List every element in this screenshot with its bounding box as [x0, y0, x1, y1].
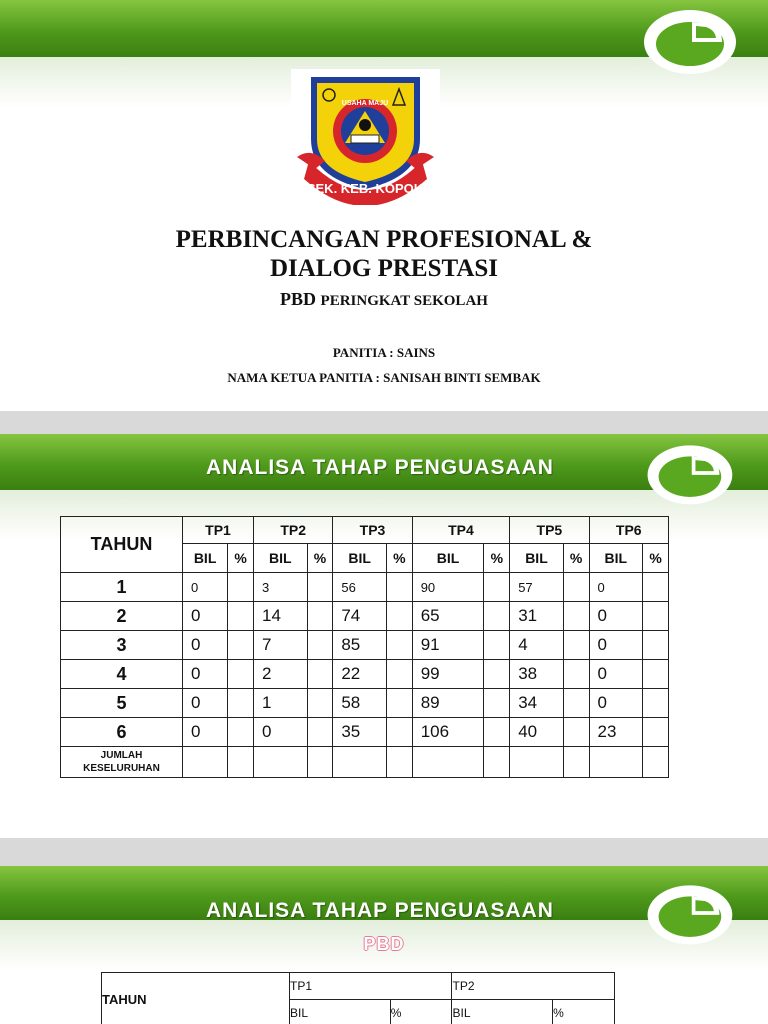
header-tahun: TAHUN	[102, 973, 290, 1024]
percent-cell	[484, 573, 510, 602]
bil-cell: 58	[333, 689, 387, 718]
year-cell: 4	[61, 660, 183, 689]
bil-cell: 35	[333, 718, 387, 747]
header-bil: BIL	[253, 544, 307, 573]
bil-cell: 0	[589, 631, 643, 660]
title-line-1: PERBINCANGAN PROFESIONAL &	[175, 226, 593, 253]
slide-heading: ANALISA TAHAP PENGUASAAN	[206, 456, 554, 479]
ketua-label: NAMA KETUA PANITIA : SANISAH BINTI SEMBAK	[227, 370, 541, 385]
header-tp5: TP5	[510, 517, 589, 544]
header-tp1: TP1	[290, 973, 452, 1000]
bil-cell: 65	[412, 602, 484, 631]
percent-cell	[228, 573, 254, 602]
percent-cell	[386, 631, 412, 660]
bil-cell: 56	[333, 573, 387, 602]
bil-cell: 0	[589, 689, 643, 718]
percent-cell	[386, 573, 412, 602]
percent-cell	[643, 689, 669, 718]
bil-cell: 90	[412, 573, 484, 602]
percent-cell	[643, 631, 669, 660]
bil-cell: 74	[333, 602, 387, 631]
bil-cell: 89	[412, 689, 484, 718]
bil-cell: 0	[183, 689, 228, 718]
percent-cell	[386, 602, 412, 631]
table-row	[61, 689, 669, 718]
percent-cell	[307, 689, 333, 718]
percent-cell	[484, 718, 510, 747]
total-label-cell	[61, 747, 183, 778]
header-percent: %	[228, 544, 254, 573]
table-row-total	[61, 747, 669, 778]
percent-cell	[563, 573, 589, 602]
year-cell: 2	[61, 602, 183, 631]
percent-cell	[643, 573, 669, 602]
slide-heading-sub: PBD	[363, 934, 405, 954]
pbd-level-table	[101, 972, 615, 1024]
header-tp1: TP1	[183, 517, 254, 544]
percent-cell	[484, 689, 510, 718]
header-percent: %	[643, 544, 669, 573]
crest-banner-text: SEK. KEB. KOPOK	[306, 181, 424, 196]
mastery-level-table	[60, 516, 669, 778]
percent-cell	[307, 573, 333, 602]
bil-cell: 7	[253, 631, 307, 660]
bil-cell: 85	[333, 631, 387, 660]
percent-cell	[563, 718, 589, 747]
percent-cell	[484, 660, 510, 689]
subtitle-pbd: PBD	[280, 289, 317, 309]
header-bil: BIL	[510, 544, 564, 573]
year-cell: 3	[61, 631, 183, 660]
header-tahun: TAHUN	[61, 517, 183, 573]
percent-cell	[643, 602, 669, 631]
bil-cell: 106	[412, 718, 484, 747]
percent-cell	[228, 718, 254, 747]
percent-cell	[307, 660, 333, 689]
bil-cell: 31	[510, 602, 564, 631]
bil-cell: 1	[253, 689, 307, 718]
table-row	[61, 660, 669, 689]
bil-cell: 91	[412, 631, 484, 660]
percent-cell	[563, 602, 589, 631]
bil-cell: 0	[183, 573, 228, 602]
percent-cell	[228, 689, 254, 718]
bil-cell: 0	[183, 631, 228, 660]
year-cell: 5	[61, 689, 183, 718]
percent-cell	[228, 631, 254, 660]
percent-cell	[484, 631, 510, 660]
header-percent: %	[386, 544, 412, 573]
bil-cell: 38	[510, 660, 564, 689]
slide-analysis-table	[0, 434, 768, 838]
bil-cell: 0	[589, 602, 643, 631]
percent-cell	[307, 602, 333, 631]
year-cell: 6	[61, 718, 183, 747]
bil-cell: 3	[253, 573, 307, 602]
panitia-label: PANITIA : SAINS	[332, 345, 436, 360]
school-crest-logo	[291, 69, 440, 205]
bil-cell: 57	[510, 573, 564, 602]
total-label-line-1: JUMLAH	[100, 750, 143, 761]
bil-cell: 0	[183, 718, 228, 747]
header-bil: BIL	[333, 544, 387, 573]
header-percent: %	[390, 1000, 452, 1024]
header-bil: BIL	[412, 544, 484, 573]
percent-cell	[228, 602, 254, 631]
percent-cell	[563, 660, 589, 689]
bil-cell: 0	[183, 602, 228, 631]
bil-cell: 34	[510, 689, 564, 718]
percent-cell	[484, 602, 510, 631]
presentation-subtitle	[0, 288, 768, 312]
percent-cell	[563, 689, 589, 718]
brand-logo-icon	[640, 438, 738, 508]
percent-cell	[307, 718, 333, 747]
bil-cell: 22	[333, 660, 387, 689]
bil-cell: 23	[589, 718, 643, 747]
header-tp2: TP2	[452, 973, 615, 1000]
header-percent: %	[484, 544, 510, 573]
slide-heading: ANALISA TAHAP PENGUASAAN	[206, 899, 554, 922]
slide-analysis-pbd	[0, 866, 768, 1024]
header-bil: BIL	[183, 544, 228, 573]
percent-cell	[386, 660, 412, 689]
header-percent: %	[553, 1000, 615, 1024]
total-label-line-2: KESELURUHAN	[83, 763, 160, 774]
header-tp4: TP4	[412, 517, 509, 544]
header-tp6: TP6	[589, 517, 668, 544]
bil-cell: 0	[253, 718, 307, 747]
table-row	[61, 631, 669, 660]
bil-cell: 0	[589, 573, 643, 602]
brand-logo-icon	[640, 878, 738, 948]
header-percent: %	[307, 544, 333, 573]
header-tp3: TP3	[333, 517, 412, 544]
bil-cell: 40	[510, 718, 564, 747]
year-cell: 1	[61, 573, 183, 602]
percent-cell	[643, 718, 669, 747]
bil-cell: 99	[412, 660, 484, 689]
percent-cell	[563, 631, 589, 660]
presentation-title	[0, 225, 768, 283]
percent-cell	[228, 660, 254, 689]
crest-motto-text: USAHA MAJU	[341, 100, 389, 107]
header-tp2: TP2	[253, 517, 332, 544]
subtitle-rest: PERINGKAT SEKOLAH	[320, 293, 488, 309]
table-row	[61, 718, 669, 747]
percent-cell	[643, 660, 669, 689]
header-bil: BIL	[452, 1000, 553, 1024]
table-row	[61, 573, 669, 602]
bil-cell: 4	[510, 631, 564, 660]
header-percent: %	[563, 544, 589, 573]
percent-cell	[386, 718, 412, 747]
title-line-2: DIALOG PRESTASI	[269, 255, 499, 282]
header-bil: BIL	[589, 544, 643, 573]
percent-cell	[307, 631, 333, 660]
bil-cell: 0	[589, 660, 643, 689]
header-bil: BIL	[290, 1000, 391, 1024]
percent-cell	[386, 689, 412, 718]
bil-cell: 0	[183, 660, 228, 689]
slide-title	[0, 0, 768, 411]
bil-cell: 2	[253, 660, 307, 689]
bil-cell: 14	[253, 602, 307, 631]
brand-logo-icon	[640, 0, 738, 80]
table-row	[61, 602, 669, 631]
